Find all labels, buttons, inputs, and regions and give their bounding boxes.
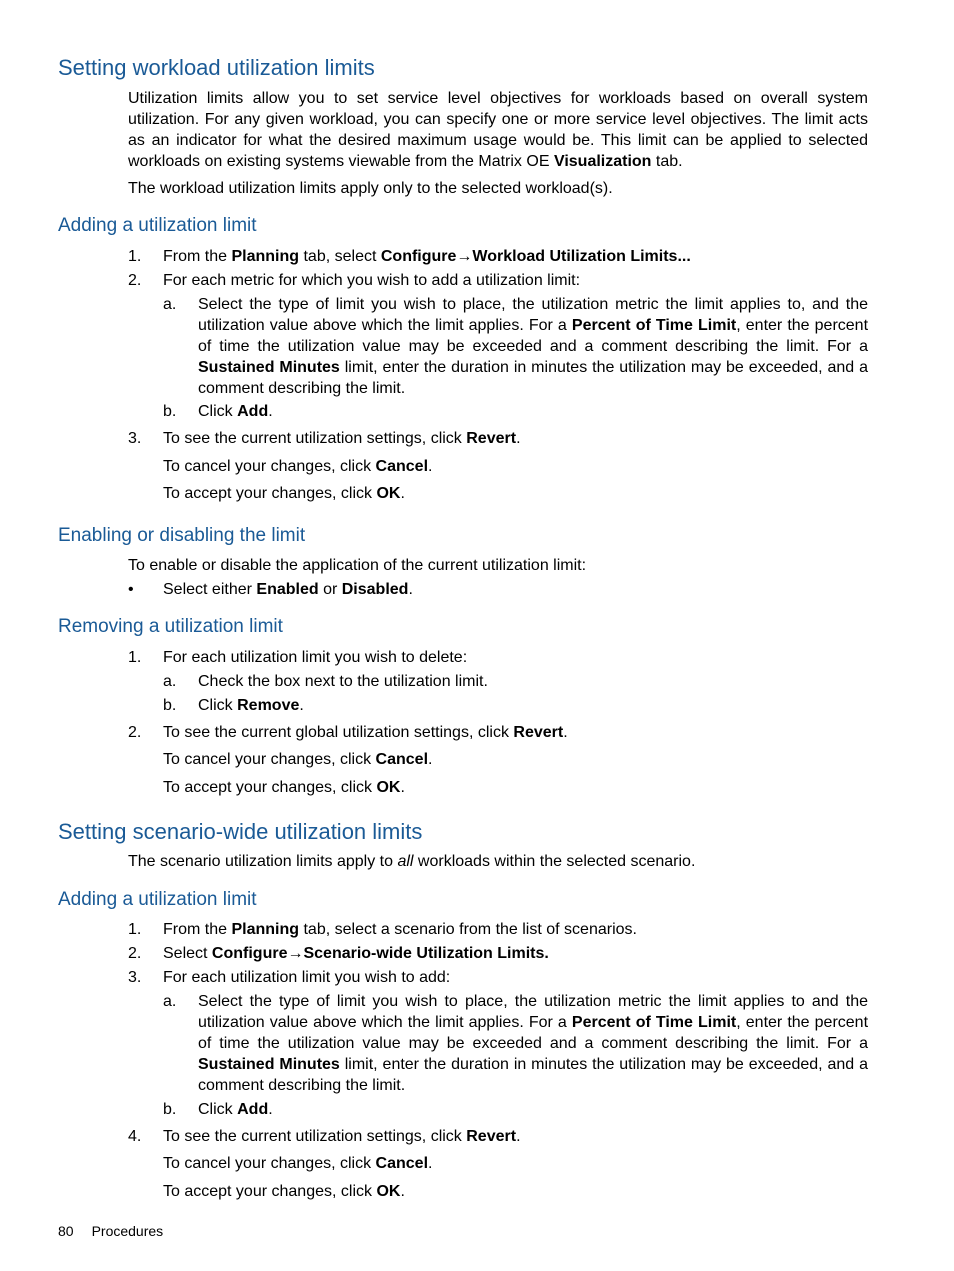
page-number: 80 xyxy=(58,1223,74,1239)
list-text: Select either Enabled or Disabled. xyxy=(163,581,413,598)
subsection-title-adding-scenario: Adding a utilization limit xyxy=(58,889,257,910)
subsection-title-removing: Removing a utilization limit xyxy=(58,616,283,637)
sub-list-letter: b. xyxy=(163,403,177,420)
sub-list-letter: a. xyxy=(163,673,177,690)
footer-section-name: Procedures xyxy=(91,1223,164,1239)
section-title-workload-limits: Setting workload utilization limits xyxy=(58,55,375,80)
list-number: 1. xyxy=(128,248,142,265)
sub-list-text: Click Add. xyxy=(198,1101,273,1118)
ok-instruction: To accept your changes, click OK. xyxy=(163,1183,405,1200)
intro-bold-visualization: Visualization xyxy=(553,153,652,170)
list-number: 1. xyxy=(128,649,142,666)
arrow-icon: → xyxy=(456,248,473,265)
sub-list-letter: b. xyxy=(163,1101,177,1118)
list-text: For each utilization limit you wish to add: xyxy=(163,969,451,986)
sub-list-letter: a. xyxy=(163,993,177,1010)
list-text: For each metric for which you wish to add a utilization limit: xyxy=(163,272,581,289)
subsection-title-adding: Adding a utilization limit xyxy=(58,215,257,236)
sub-list-letter: a. xyxy=(163,296,177,313)
intro-text: Utilization limits allow you to set service level objectives for workloads based on overall system utilization. For any given workload, you can specify one or more service level objectives. The limit acts as an indicator for what the desired maximum usage would be. This limit can be applied to selected workloads on existing systems viewable from the Matrix OE xyxy=(128,90,868,170)
list-number: 2. xyxy=(128,724,142,741)
list-number: 4. xyxy=(128,1128,142,1145)
list-number: 2. xyxy=(128,272,142,289)
bullet-icon: • xyxy=(128,581,134,598)
list-text: To see the current utilization settings, click Revert. xyxy=(163,1128,521,1145)
list-number: 2. xyxy=(128,945,142,962)
ok-instruction: To accept your changes, click OK. xyxy=(163,485,405,502)
list-text: To see the current global utilization settings, click Revert. xyxy=(163,724,568,741)
list-number: 3. xyxy=(128,430,142,447)
arrow-icon: → xyxy=(287,945,304,962)
intro-paragraph xyxy=(128,88,868,172)
subsection-title-enabling: Enabling or disabling the limit xyxy=(58,525,306,546)
list-text: From the Planning tab, select Configure→Workload Utilization Limits... xyxy=(163,248,691,265)
intro-text-end: tab. xyxy=(651,153,683,170)
sub-list-letter: b. xyxy=(163,697,177,714)
scenario-intro: The scenario utilization limits apply to all workloads within the selected scenario. xyxy=(128,853,696,870)
sub-list-text: Click Remove. xyxy=(198,697,304,714)
intro-paragraph-2: The workload utilization limits apply only to the selected workload(s). xyxy=(128,180,613,197)
sub-list-text: Select the type of limit you wish to place, the utilization metric the limit applies to, and the utilization value above which the limit applies. For a Percent of Time Limit, enter the percent of time the utilization value may be exceeded and a comment describing the limit. For a Sustained Minutes limit, enter the duration in minutes the utilization may be exceeded, and a comment describing the limit. xyxy=(198,296,869,397)
list-number: 3. xyxy=(128,969,142,986)
list-text: From the Planning tab, select a scenario from the list of scenarios. xyxy=(163,921,637,938)
list-text: Select Configure→Scenario-wide Utilization Limits. xyxy=(163,945,549,962)
section-title-scenario-limits: Setting scenario-wide utilization limits xyxy=(58,819,423,844)
ok-instruction: To accept your changes, click OK. xyxy=(163,779,405,796)
sub-list-text: Check the box next to the utilization limit. xyxy=(198,673,488,690)
cancel-instruction: To cancel your changes, click Cancel. xyxy=(163,458,433,475)
cancel-instruction: To cancel your changes, click Cancel. xyxy=(163,751,433,768)
page-footer xyxy=(58,1222,181,1240)
cancel-instruction: To cancel your changes, click Cancel. xyxy=(163,1155,433,1172)
list-text: For each utilization limit you wish to delete: xyxy=(163,649,468,666)
list-text: To see the current utilization settings, click Revert. xyxy=(163,430,521,447)
enabling-intro: To enable or disable the application of the current utilization limit: xyxy=(128,557,587,574)
sub-list-text: Select the type of limit you wish to place, the utilization metric the limit applies to and the utilization value above which the limit applies. For a Percent of Time Limit, enter the percent of time the utilization value may be exceeded and a comment describing the limit. For a Sustained Minutes limit, enter the duration in minutes the utilization may be exceeded, and a comment describing the limit. xyxy=(198,993,869,1094)
sub-list-text: Click Add. xyxy=(198,403,273,420)
list-number: 1. xyxy=(128,921,142,938)
